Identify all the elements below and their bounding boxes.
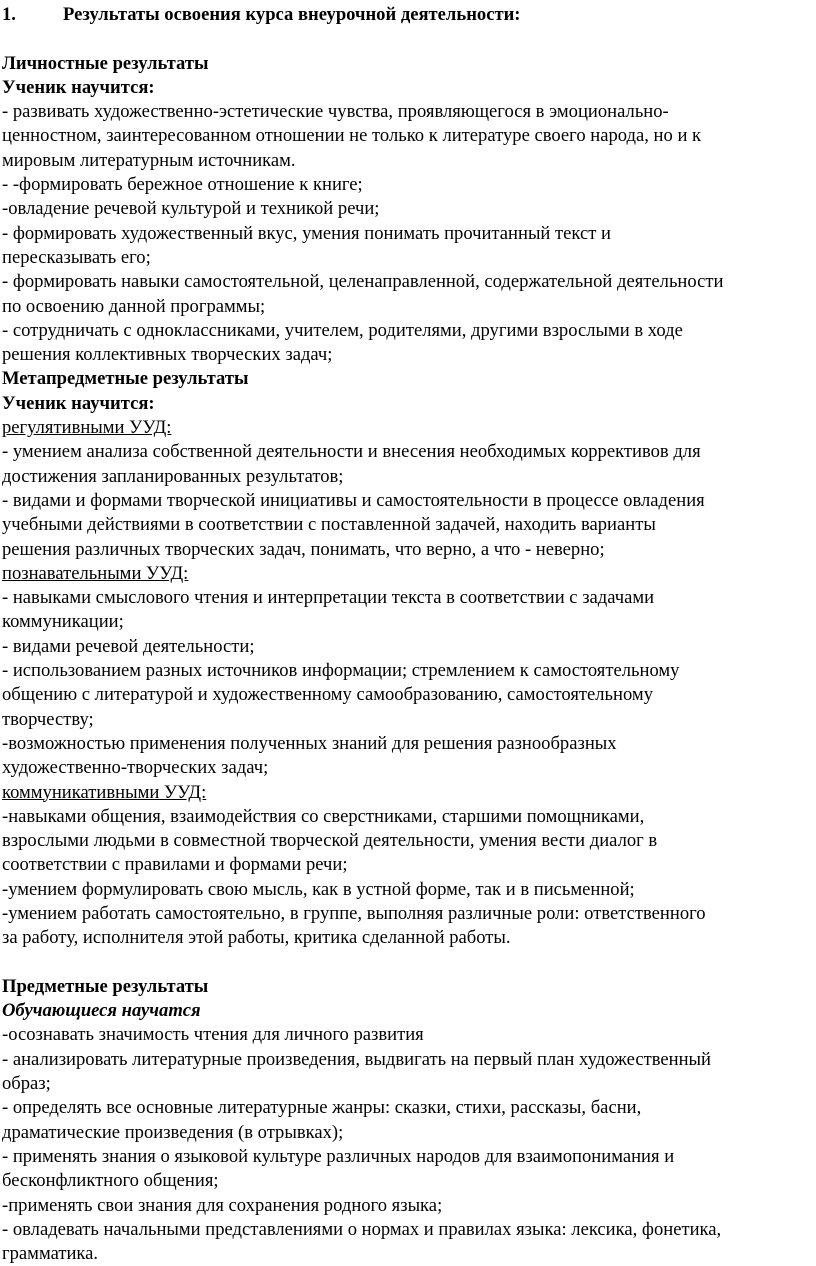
text-line: учебными действиями в соответствии с поставленной задачей, находить варианты [2, 514, 656, 536]
text-line: коммуникации; [2, 611, 124, 633]
text-line: -умением формулировать свою мысль, как в устной форме, так и в письменной; [2, 878, 635, 900]
text-line: - видами и формами творческой инициативы и самостоятельности в процессе овладения [2, 489, 705, 511]
meta-results-title: Метапредметные результаты [2, 368, 249, 390]
text-line: - развивать художественно-эстетические чувства, проявляющегося в эмоционально- [2, 101, 669, 123]
text-line: - определять все основные литературные жанры: сказки, стихи, рассказы, басни, [2, 1097, 642, 1119]
text-line: грамматика. [2, 1243, 99, 1265]
text-line: -возможностью применения полученных знаний для решения разнообразных [2, 732, 617, 754]
text-line: взрослыми людьми в совместной творческой деятельности, умения вести диалог в [2, 830, 658, 852]
text-line: образ; [2, 1073, 51, 1095]
text-line: за работу, исполнителя этой работы, критика сделанной работы. [2, 927, 511, 949]
text-line: -применять свои знания для сохранения родного языка; [2, 1194, 443, 1216]
text-line: - формировать художественный вкус, умения понимать прочитанный текст и [2, 222, 611, 244]
blank-line [2, 951, 808, 975]
text-line: -овладение речевой культурой и техникой речи; [2, 198, 380, 220]
text-line: - овладевать начальными представлениями о нормах и правилах языка: лексика, фонетика, [2, 1218, 722, 1240]
text-line: -навыками общения, взаимодействия со сверстниками, старшими помощниками, [2, 805, 645, 827]
section-number: 1. [2, 4, 16, 25]
text-line: пересказывать его; [2, 246, 151, 268]
text-line: - применять знания о языковой культуре различных народов для взаимопонимания и [2, 1145, 675, 1167]
text-line: решения различных творческих задач, понимать, что верно, а что - неверно; [2, 538, 605, 560]
text-line: - видами речевой деятельности; [2, 635, 255, 657]
text-line: - сотрудничать с одноклассниками, учителем, родителями, другими взрослыми в ходе [2, 319, 683, 341]
cognitive-label: познавательными УУД: [2, 562, 189, 584]
communicative-label: коммуникативными УУД: [2, 781, 207, 803]
text-line: - -формировать бережное отношение к книге; [2, 174, 363, 196]
text-line: бесконфликтного общения; [2, 1170, 219, 1192]
text-line: мировым литературным источникам. [2, 149, 296, 171]
personal-results-title: Личностные результаты [2, 52, 209, 74]
text-line: творчеству; [2, 708, 94, 730]
meta-results-subtitle: Ученик научится: [2, 392, 155, 414]
text-line: общению с литературой и художественному самообразованию, самостоятельному [2, 684, 653, 706]
text-line: драматические произведения (в отрывках); [2, 1121, 344, 1143]
text-line: достижения запланированных результатов; [2, 465, 344, 487]
blank-line [2, 27, 808, 51]
subject-results-title: Предметные результаты [2, 975, 209, 997]
text-line: - формировать навыки самостоятельной, целенаправленной, содержательной деятельности [2, 271, 724, 293]
text-line: - умением анализа собственной деятельности и внесения необходимых коррективов для [2, 441, 701, 463]
section-heading [2, 3, 808, 27]
text-line: по освоению данной программы; [2, 295, 266, 317]
personal-results-subtitle: Ученик научится: [2, 76, 155, 98]
text-line: -осознавать значимость чтения для личного развития [2, 1024, 424, 1046]
text-line: решения коллективных творческих задач; [2, 344, 333, 366]
text-line: - анализировать литературные произведения, выдвигать на первый план художественный [2, 1048, 712, 1070]
section-title: Результаты освоения курса внеурочной деятельности: [63, 4, 521, 25]
regulative-label: регулятивными УУД: [2, 417, 172, 439]
text-line: художественно-творческих задач; [2, 757, 269, 779]
subject-results-subtitle: Обучающиеся научатся [2, 1000, 201, 1022]
text-line: - использованием разных источников информации; стремлением к самостоятельному [2, 660, 680, 682]
text-line: - навыками смыслового чтения и интерпретации текста в соответствии с задачами [2, 587, 655, 609]
text-line: -умением работать самостоятельно, в группе, выполняя различные роли: ответственного [2, 902, 706, 924]
text-line: соответствии с правилами и формами речи; [2, 854, 348, 876]
text-line: ценностном, заинтересованном отношении не только к литературе своего народа, но и к [2, 125, 702, 147]
